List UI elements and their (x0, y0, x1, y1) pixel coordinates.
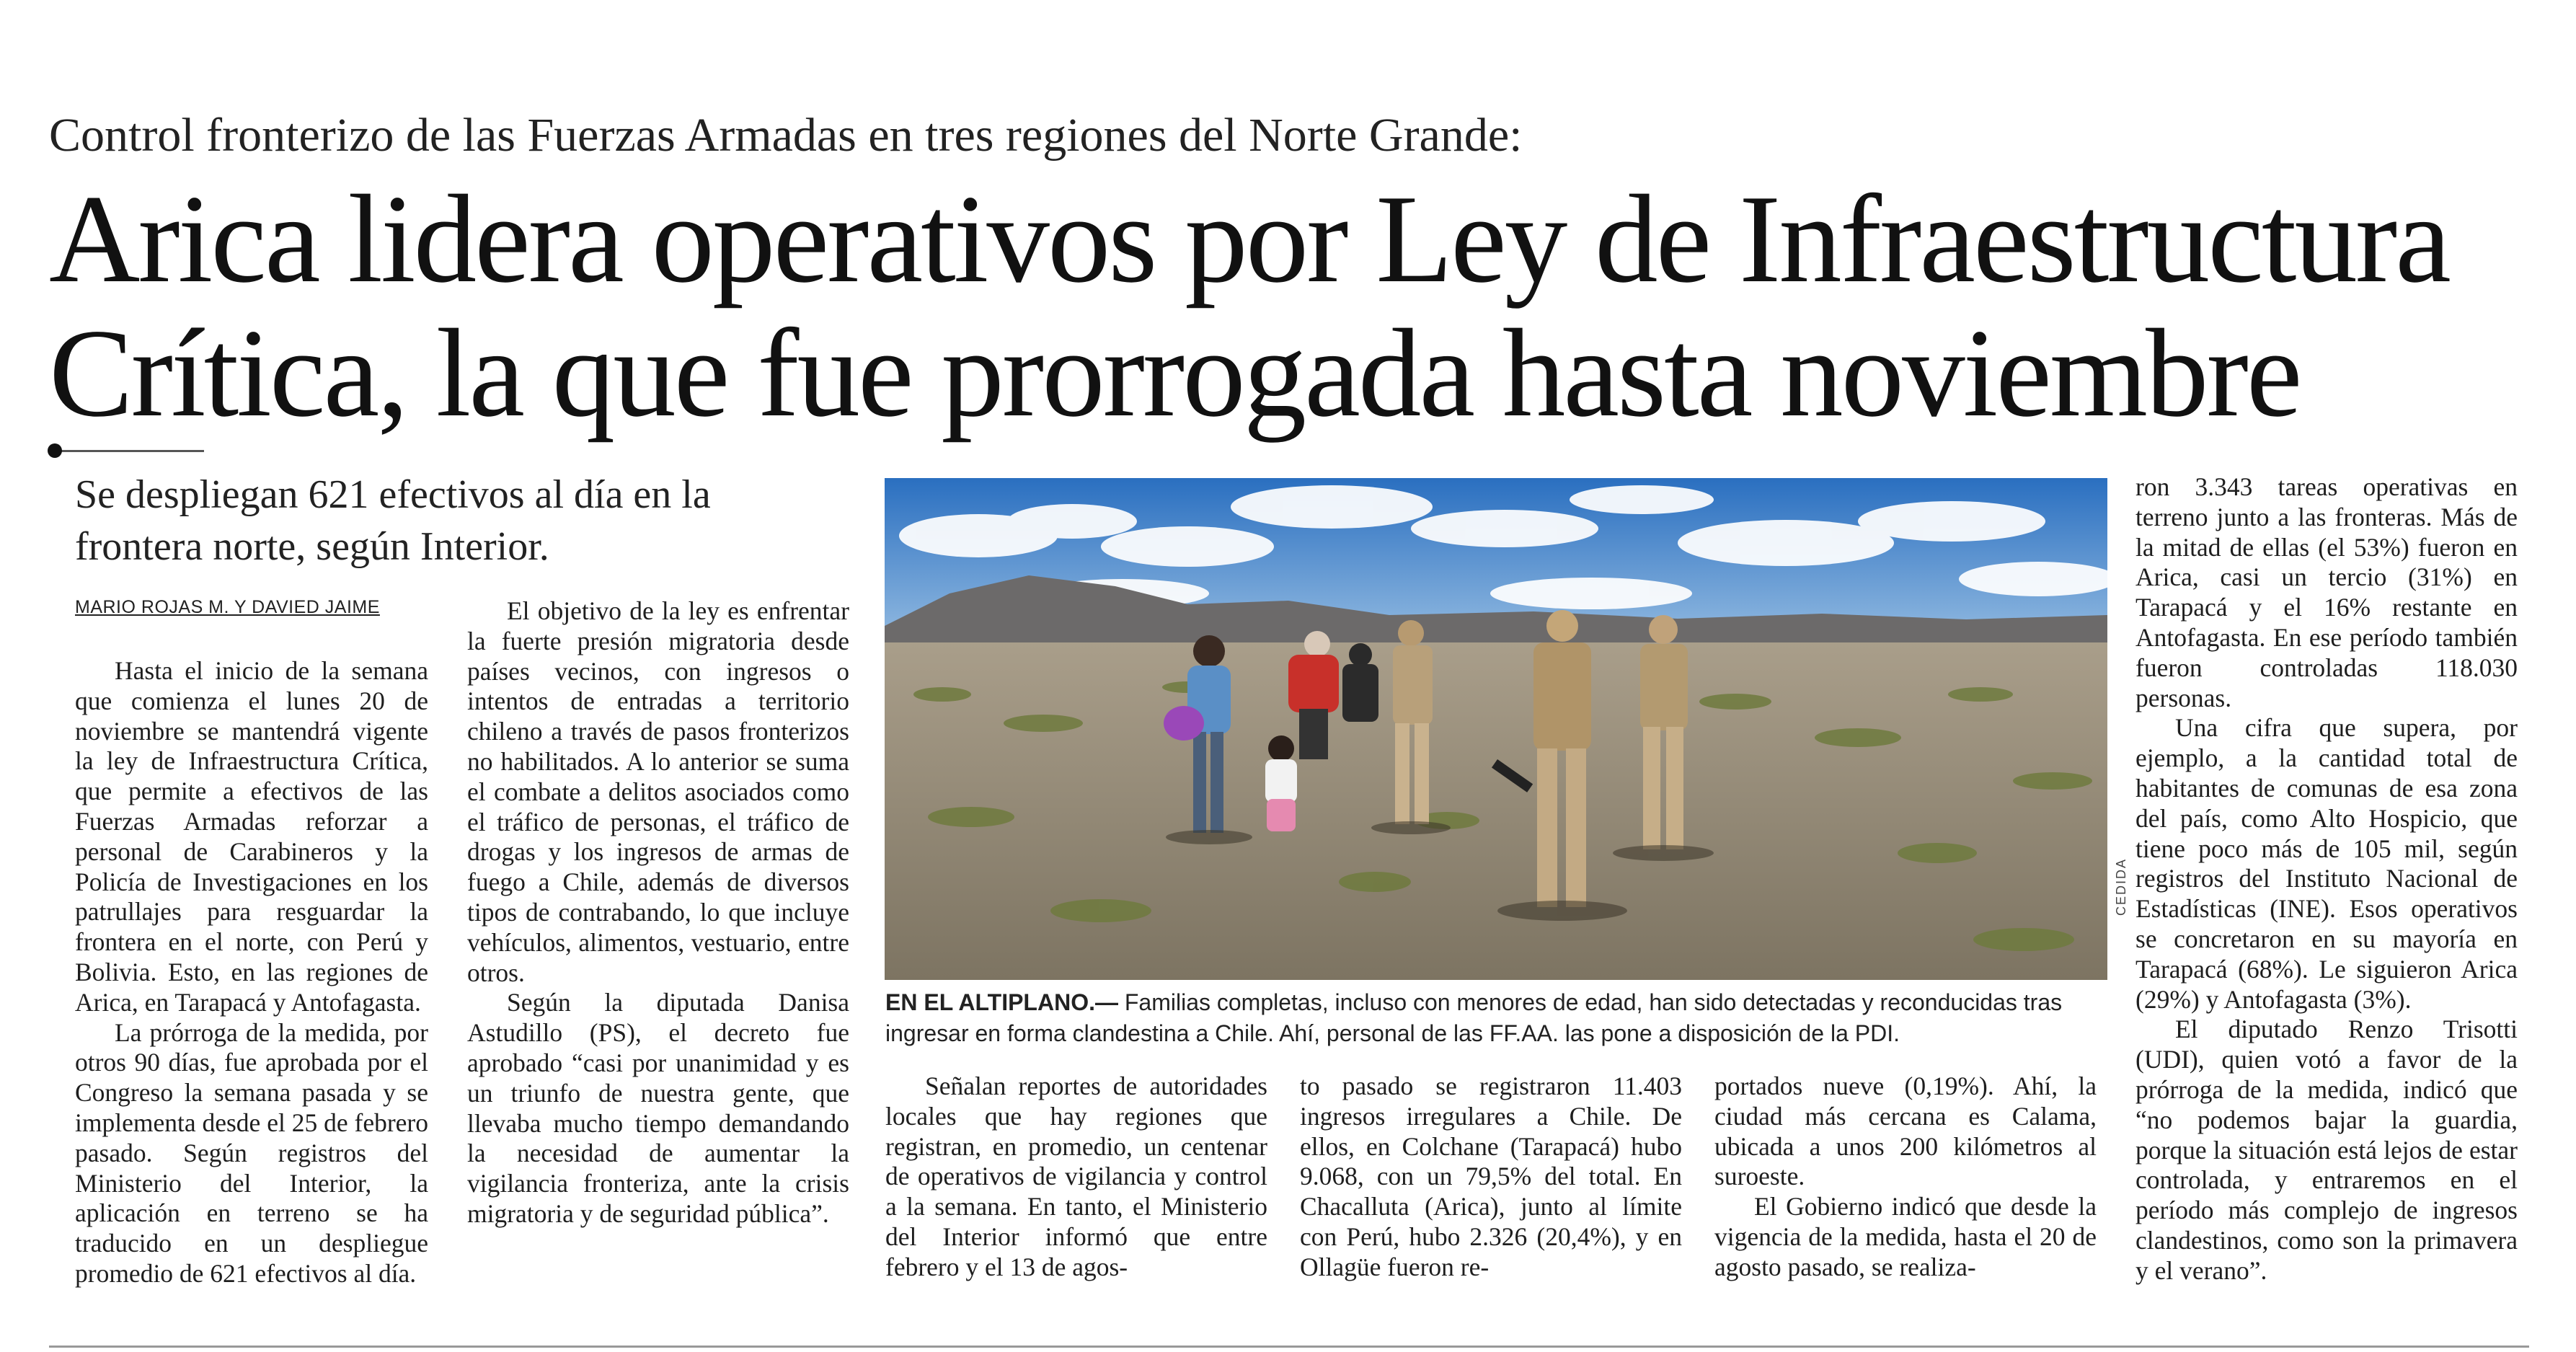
bottom-rule (49, 1346, 2529, 1348)
column-1 (75, 656, 428, 1289)
caption-text: Familias completas, incluso con menores de edad, han sido detectadas y reconducidas tras ingresar en forma clandestina a Chile. Ahí, personal de las FF.AA. las pone a disposición de la PDI. (885, 989, 2063, 1046)
kicker: Control fronterizo de las Fuerzas Armadas en tres regiones del Norte Grande: (49, 109, 1523, 162)
news-photo (885, 478, 2107, 980)
altiplano-scene (885, 478, 2107, 980)
headline (49, 169, 2529, 443)
ground (885, 642, 2107, 980)
column-4 (1300, 1072, 1682, 1283)
photo-credit: CEDIDA (2114, 857, 2128, 916)
paragraph: to pasado se registraron 11.403 ingresos irregulares a Chile. De ellos, en Colchane (Tarapacá) hubo 9.068, con un 79,5% del total. En Chacalluta (Arica), junto al límite con Perú, hubo 2.326 (20,4%), y en Ollagüe fueron re- (1300, 1072, 1682, 1281)
byline: MARIO ROJAS M. Y DAVIED JAIME (75, 597, 380, 617)
paragraph: La prórroga de la medida, por otros 90 días, fue aprobada por el Congreso la semana pasada y se implementa desde el 25 de febrero pasado. Según registros del Ministerio del Interior, la aplicación en terreno se ha traducido en un despliegue promedio de 621 efectivos al día. (75, 1017, 428, 1288)
caption-lead: EN EL ALTIPLANO.— (885, 989, 1118, 1015)
child-figure (1265, 735, 1297, 831)
paragraph: ron 3.343 tareas operativas en terreno junto a las fronteras. Más de la mitad de ellas (el 53%) fueron en Arica, casi un tercio (31%) en Tarapacá y el 16% restante en Antofagasta. En ese período también fueron controladas 118.030 personas. (2135, 472, 2518, 712)
paragraph: El diputado Renzo Trisotti (UDI), quien votó a favor de la prórroga de la medida, indicó que “no podemos bajar la guardia, porque la situación está lejos de estar controlada, y entraremos en el período más complejo de ingresos clandestinos, como son la primavera y el verano”. (2135, 1015, 2518, 1285)
bullet-dot (48, 443, 62, 458)
paragraph: Según la diputada Danisa Astudillo (PS), el decreto fue aprobado “casi por unanimidad y es un triunfo de nuestra gente, que llevaba mucho tiempo demandando la necesidad de aumentar la vigilancia fronteriza, ante la crisis migratoria y de seguridad pública”. (467, 988, 849, 1228)
deck: Se despliegan 621 efectivos al día en la frontera norte, según Interior. (75, 472, 711, 569)
column-5 (1714, 1072, 2097, 1283)
column-3 (885, 1072, 1267, 1283)
paragraph: Señalan reportes de autoridades locales que hay regiones que registran, en promedio, un centenar de operativos de vigilancia y control a la semana. En tanto, el Ministerio del Interior informó que entre febrero y el 13 de agos- (885, 1072, 1267, 1281)
headline-line-1: Arica lidera operativos por Ley de Infraestructura (49, 169, 2449, 309)
column-6 (2135, 472, 2518, 1286)
paragraph: Hasta el inicio de la semana que comienza el lunes 20 de noviembre se mantendrá vigente la ley de Infraestructura Crítica, que permite a efectivos de las Fuerzas Armadas reforzar a personal de Carabineros y la Policía de Investigaciones en los patrullajes para resguardar la frontera en el norte, con Perú y Bolivia. Esto, en las regiones de Arica, en Tarapacá y Antofagasta. (75, 656, 428, 1017)
column-2 (467, 596, 849, 1229)
section-divider (49, 450, 204, 452)
headline-line-2: Crítica, la que fue prorrogada hasta noviembre (49, 303, 2301, 443)
photo-caption (885, 987, 2111, 1049)
paragraph: Una cifra que supera, por ejemplo, a la cantidad total de habitantes de comunas de esa zona del país, como Alto Hospicio, que tiene poco más de 105 mil, según registros del Instituto Nacional de Estadísticas (INE). Esos operativos se concretaron en su mayoría en Tarapacá (68%). Le siguieron Arica (29%) y Antofagasta (3%). (2135, 713, 2518, 1014)
paragraph: El Gobierno indicó que desde la vigencia de la medida, hasta el 20 de agosto pasado, se realiza- (1714, 1192, 2097, 1281)
paragraph: El objetivo de la ley es enfrentar la fuerte presión migratoria desde países vecinos, con ingresos o intentos de entradas a territorio chileno a través de pasos fronterizos no habilitados. A lo anterior se suma el combate a delitos asociados como el tráfico de personas, el tráfico de drogas y los ingresos de armas de fuego a Chile, además de diversos tipos de contrabando, lo que incluye vehículos, alimentos, vestuario, entre otros. (467, 596, 849, 987)
paragraph: portados nueve (0,19%). Ahí, la ciudad más cercana es Calama, ubicada a unos 200 kilómetros al suroeste. (1714, 1072, 2097, 1191)
